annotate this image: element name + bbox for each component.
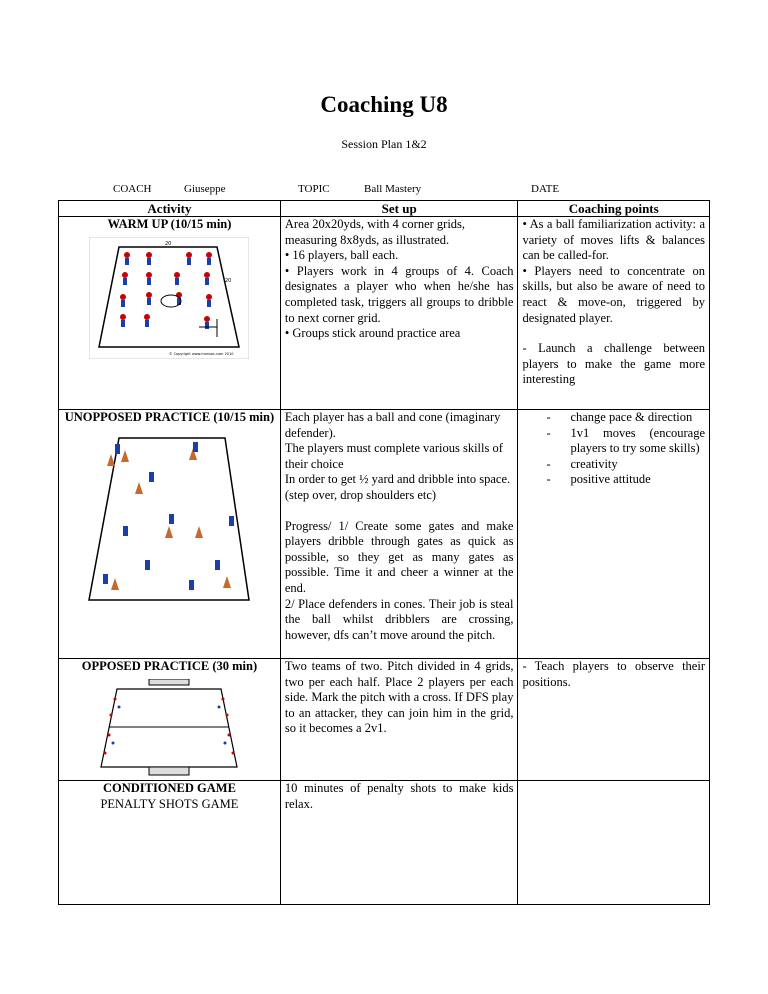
table-header-row xyxy=(59,201,710,217)
coach-label: COACH xyxy=(113,183,152,195)
setup-line: • Players work in 4 groups of 4. Coach designates a player who when he/she has completed task, triggers all groups to dribble to next corner grid. xyxy=(284,263,514,325)
coaching-points-cell: - Teach players to observe their positions. xyxy=(518,659,710,781)
activity-title: OPPOSED PRACTICE (30 min) xyxy=(81,659,258,673)
setup-line: • 16 players, ball each. xyxy=(284,248,399,263)
activity-title: UNOPPOSED PRACTICE (10/15 min) xyxy=(64,410,275,424)
table-row xyxy=(59,781,710,905)
table-row xyxy=(59,217,710,410)
coaching-points-cell xyxy=(518,410,710,659)
setup-cell: 10 minutes of penalty shots to make kids relax. xyxy=(280,781,518,905)
setup-line: In order to get ½ yard and dribble into space. (step over, drop shoulders etc) xyxy=(284,472,511,502)
activity-cell xyxy=(59,659,281,781)
coaching-point: • Players need to concentrate on skills, but also be aware of need to react & move-on, triggered by designated player. xyxy=(522,263,705,325)
activity-cell xyxy=(59,781,281,905)
diagram-side-label: 20 xyxy=(225,277,232,284)
coaching-points-cell xyxy=(518,781,710,905)
coaching-point: - 1v1 moves (encourage players to try some skills) xyxy=(570,426,705,457)
session-table xyxy=(58,200,710,905)
setup-line: Progress/ 1/ Create some gates and make players dribble through gates as quick as possible, so they get as many gates as possible. Time it and cheer a winner at the end. xyxy=(284,518,514,595)
topic-label: TOPIC xyxy=(298,183,330,195)
setup-cell xyxy=(280,217,518,410)
coaching-points-cell xyxy=(518,217,710,410)
setup-line: The players must complete various skills of their choice xyxy=(284,441,503,471)
unopposed-diagram xyxy=(85,430,253,604)
setup-line: • Groups stick around practice area xyxy=(284,326,461,341)
header-coaching-points: Coaching points xyxy=(518,201,710,217)
header-setup: Set up xyxy=(280,201,518,217)
date-label: DATE xyxy=(531,183,560,195)
coaching-point: - change pace & direction xyxy=(570,410,705,426)
setup-line: Area 20x20yds, with 4 corner grids, measuring 8x8yds, as illustrated. xyxy=(284,217,466,247)
activity-subtitle: PENALTY SHOTS GAME xyxy=(100,796,239,811)
diagram-copyright: © Copyright www.mansoc.com 2010 xyxy=(169,351,234,356)
coaching-point: • As a ball familiarization activity: a variety of moves lifts & balances can be called-for. xyxy=(522,217,705,263)
setup-cell: Two teams of two. Pitch divided in 4 grids, two per each half. Place 2 players per each side. Mark the pitch with a cross. If DFS play to an attacker, they can join him in the grid, so it becomes a 2v1. xyxy=(280,659,518,781)
activity-title: CONDITIONED GAME xyxy=(102,781,236,795)
activity-title: WARM UP (10/15 min) xyxy=(107,217,232,231)
diagram-top-label: 20 xyxy=(165,240,172,247)
coaching-point: - Launch a challenge between players to make the game more interesting xyxy=(522,341,705,387)
page-title: Coaching U8 xyxy=(320,92,448,117)
setup-cell xyxy=(280,410,518,659)
activity-cell xyxy=(59,217,281,410)
coaching-point: - positive attitude xyxy=(570,472,705,488)
setup-line: 2/ Place defenders in cones. Their job is steal the ball whilst dribblers are crossing, however, dfs can’t move around the pitch. xyxy=(284,596,514,642)
page-subtitle: Session Plan 1&2 xyxy=(341,137,427,151)
table-row xyxy=(59,659,710,781)
opposed-diagram xyxy=(99,679,239,779)
topic-value: Ball Mastery xyxy=(364,183,422,195)
warm-up-diagram xyxy=(89,237,249,359)
header-activity: Activity xyxy=(59,201,281,217)
setup-line: Each player has a ball and cone (imaginary defender). xyxy=(284,410,501,440)
table-row xyxy=(59,410,710,659)
activity-cell xyxy=(59,410,281,659)
coaching-point: - creativity xyxy=(570,457,705,473)
coach-value: Giuseppe xyxy=(184,183,226,195)
